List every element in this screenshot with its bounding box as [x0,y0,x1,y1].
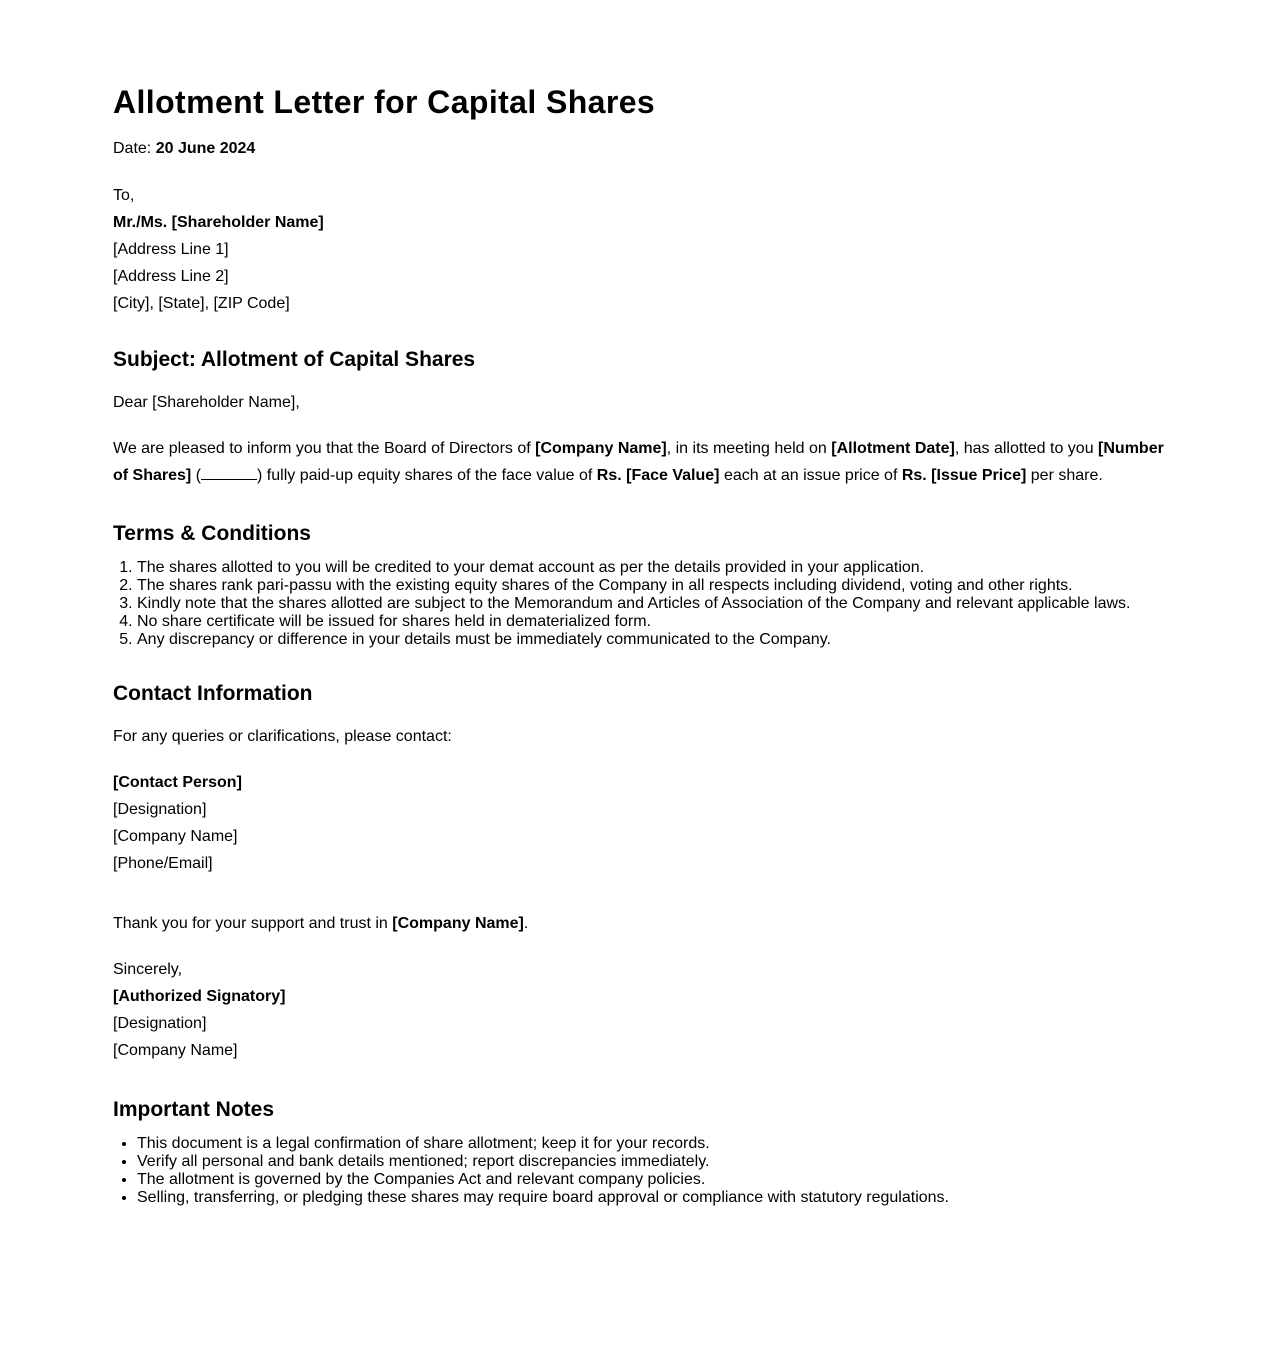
thanks-line [113,910,1173,937]
address-line-1: [Address Line 1] [113,241,229,258]
date-label: Date: [113,140,152,157]
recipient-name: Mr./Ms. [Shareholder Name] [113,214,324,231]
thanks-period: . [523,915,529,932]
signatory-designation: [Designation] [113,1015,207,1032]
shares-count-blank [201,465,257,480]
authorized-signatory: [Authorized Signatory] [113,988,286,1005]
list-item: • The allotment is governed by the Companies Act and relevant company policies. [137,1171,1173,1189]
sincerely: Sincerely, [113,961,183,978]
list-item: 3. Kindly note that the shares allotted are subject to the Memorandum and Articles of Association of the Company and relevant applicable laws. [137,595,1173,613]
body-face-value: Rs. [Face Value] [596,467,720,484]
terms-list [113,559,1173,649]
signatory-company: [Company Name] [113,1042,238,1059]
recipient-address [113,182,1173,317]
page-title: Allotment Letter for Capital Shares [113,84,656,120]
contact-phone-email: [Phone/Email] [113,855,213,872]
body-company-name: [Company Name] [535,440,667,457]
body-number-of-shares: [Number of Shares] [113,440,1164,484]
body-paragraph [113,435,1173,489]
terms-heading: Terms & Conditions [113,522,311,545]
body-text-6: per share. [1026,467,1103,484]
list-item: • Selling, transferring, or pledging these shares may require board approval or compliance with statutory regulations. [137,1189,1173,1207]
contact-block [113,769,1173,877]
contact-company: [Company Name] [113,828,238,845]
notes-heading: Important Notes [113,1098,275,1121]
contact-heading: Contact Information [113,682,313,705]
list-item: 1. The shares allotted to you will be credited to your demat account as per the details provided in your application. [137,559,1173,577]
body-allotment-date: [Allotment Date] [831,440,955,457]
contact-person: [Contact Person] [113,774,242,791]
body-text-3: , has allotted to you [954,440,1099,457]
list-item: 2. The shares rank pari-passu with the existing equity shares of the Company in all respects including dividend, voting and other rights. [137,577,1173,595]
body-issue-price: Rs. [Issue Price] [901,467,1027,484]
city-state-zip: [City], [State], [ZIP Code] [113,295,290,312]
body-paren-open: ( [191,467,202,484]
contact-designation: [Designation] [113,801,207,818]
date-value: 20 June 2024 [155,140,256,157]
thanks-text: Thank you for your support and trust in [113,915,393,932]
list-item: • This document is a legal confirmation of share allotment; keep it for your records. [137,1135,1173,1153]
list-item: • Verify all personal and bank details mentioned; report discrepancies immediately. [137,1153,1173,1171]
list-item: 5. Any discrepancy or difference in your details must be immediately communicated to the Company. [137,631,1173,649]
thanks-company: [Company Name] [392,915,524,932]
notes-list [113,1135,1173,1207]
address-line-2: [Address Line 2] [113,268,229,285]
body-text-1: We are pleased to inform you that the Board of Directors of [113,440,536,457]
signature-block [113,956,1173,1064]
body-text-4: ) fully paid-up equity shares of the face value of [257,467,597,484]
list-item: 4. No share certificate will be issued for shares held in dematerialized form. [137,613,1173,631]
subject-heading: Subject: Allotment of Capital Shares [113,348,476,371]
body-text-2: , in its meeting held on [666,440,832,457]
body-text-5: each at an issue price of [719,467,902,484]
date-line [113,135,1173,162]
greeting: Dear [Shareholder Name], [113,394,300,411]
salutation-to: To, [113,187,135,204]
contact-intro: For any queries or clarifications, please contact: [113,728,452,745]
